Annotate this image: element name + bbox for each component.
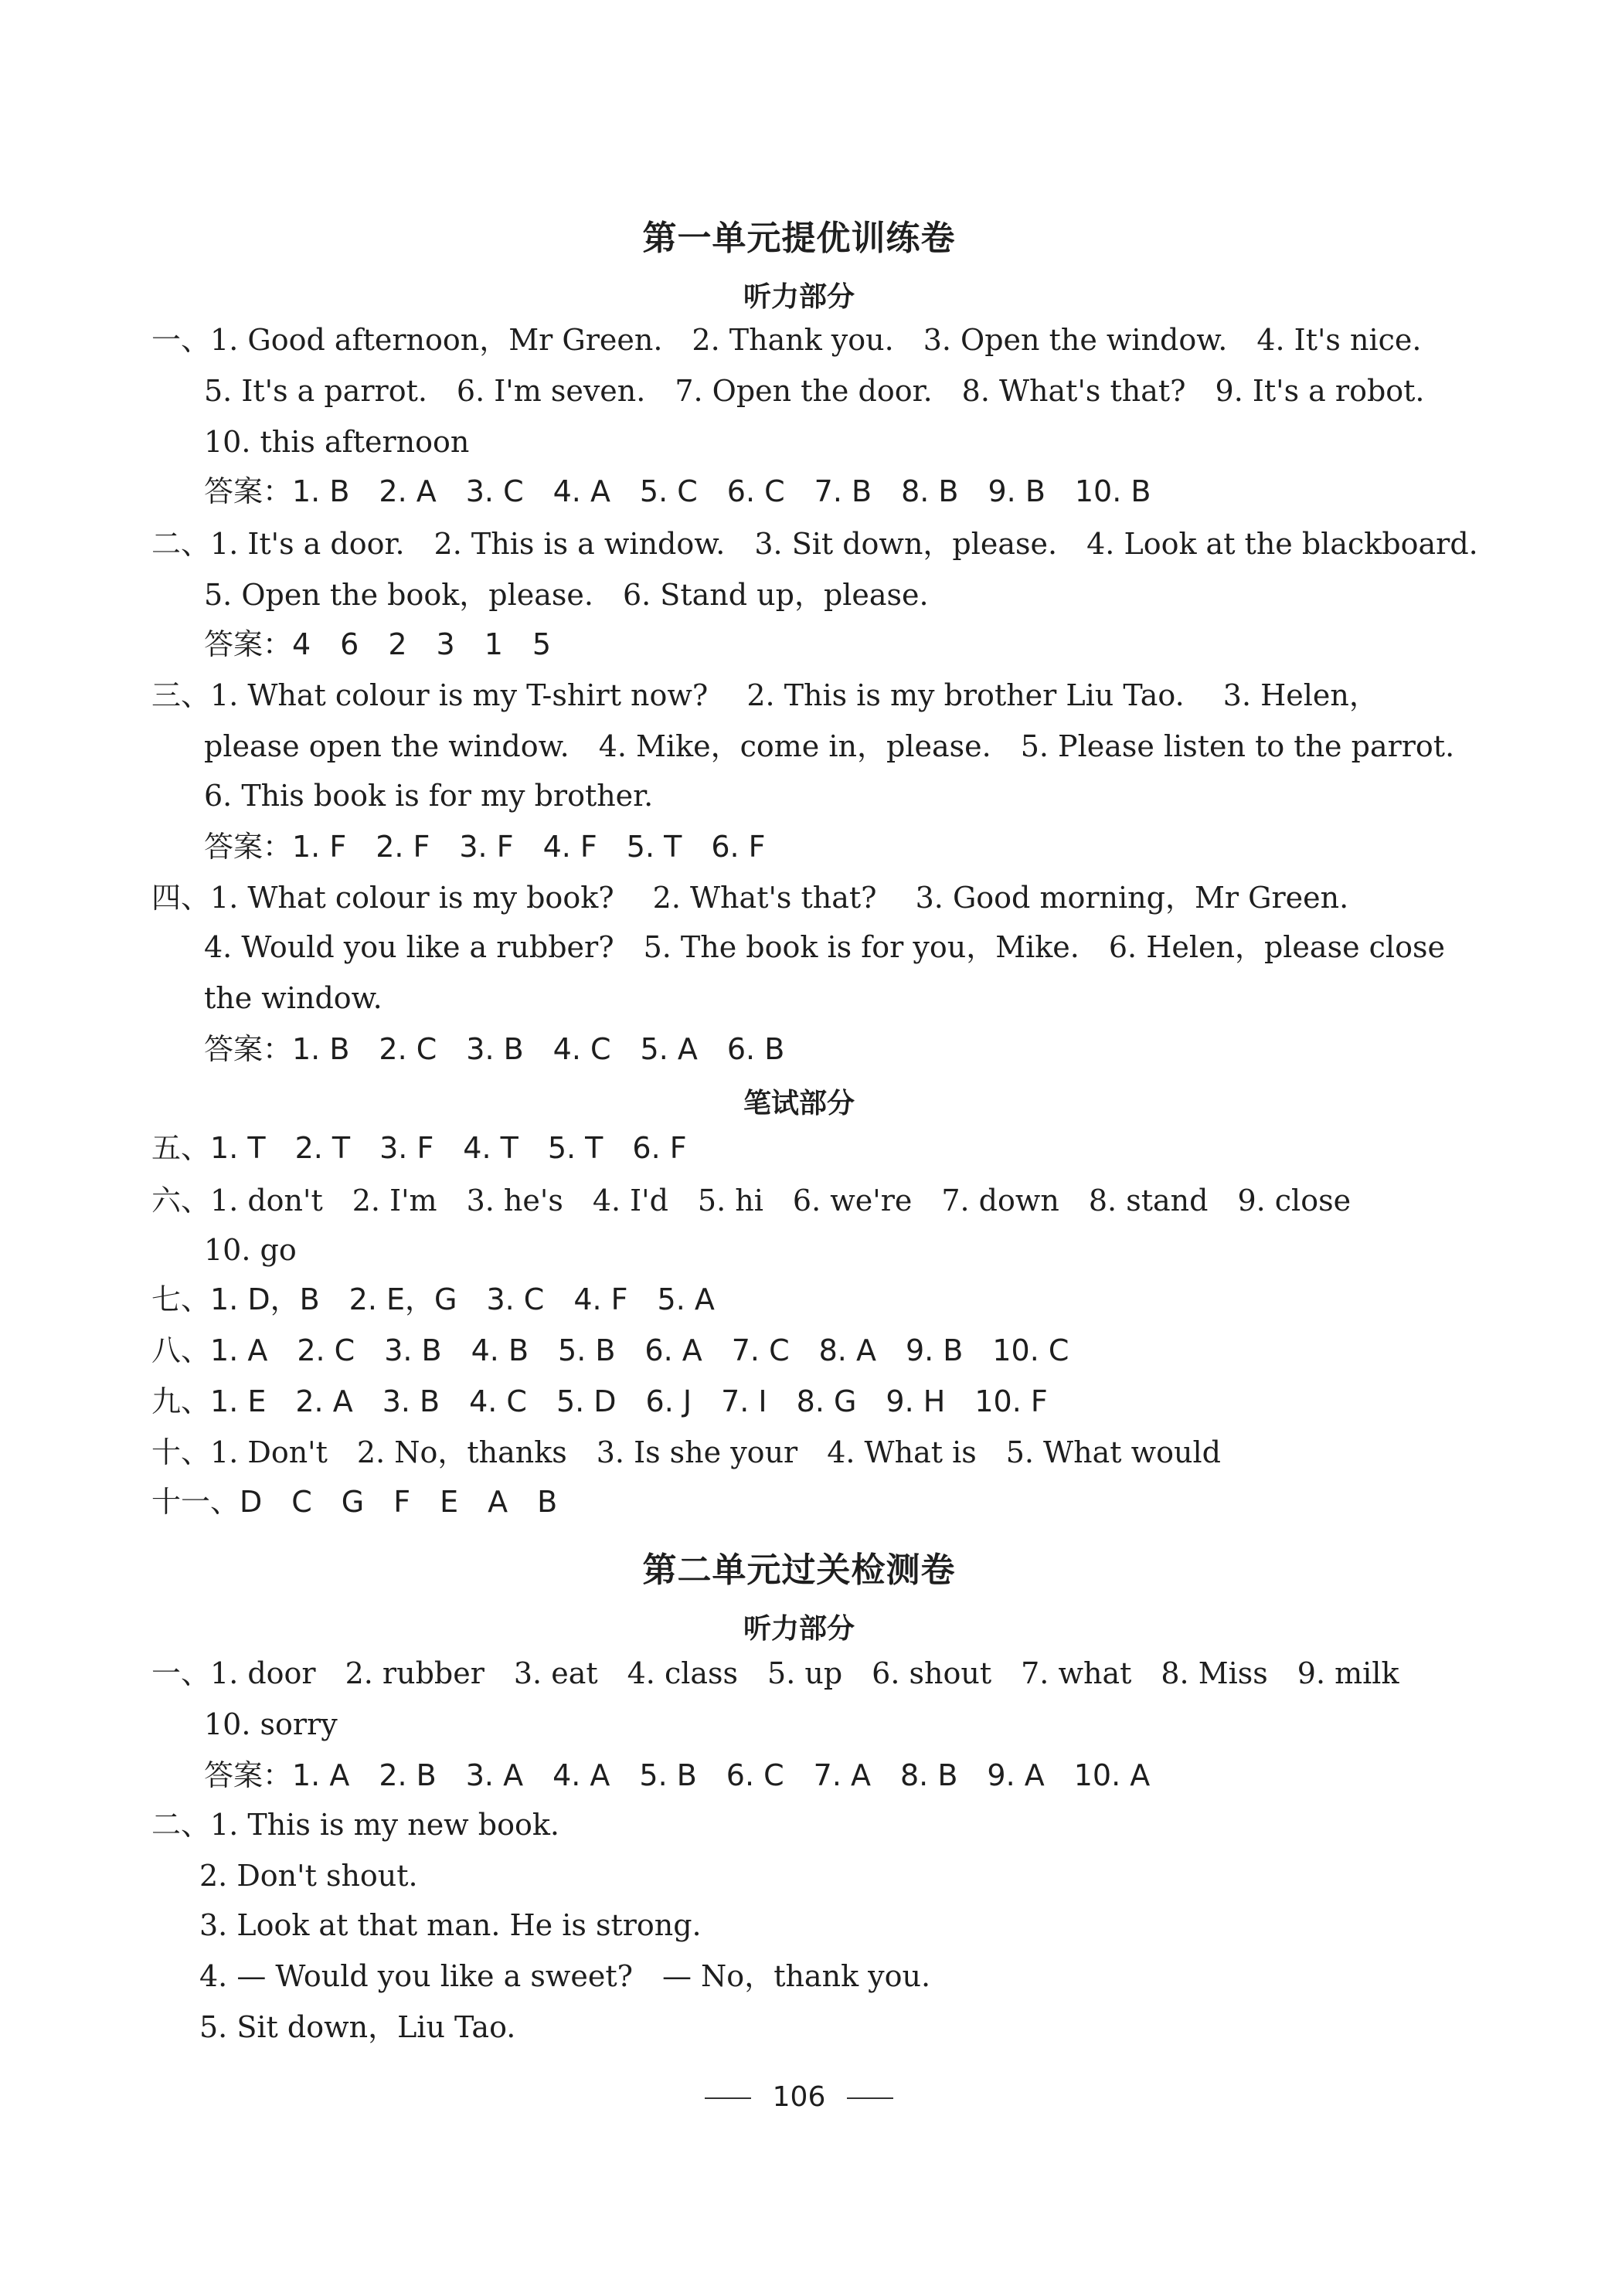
section-1-writing-heading: 笔试部分 (743, 1088, 855, 1119)
s1-q2-line1 (151, 525, 1478, 562)
s1-q2-line2 (204, 576, 929, 613)
s1-q1-label: 一、 (151, 323, 211, 357)
page-number (0, 2081, 1598, 2113)
page-number-dash-right (847, 2097, 893, 2099)
s1-q3-text1: 1. What colour is my T-shirt now? 2. This is my brother Liu Tao. 3. Helen， (210, 678, 1379, 712)
s2-q2-item1: 1. This is my new book. (210, 1808, 559, 1842)
s1-q10 (151, 1434, 1221, 1471)
s1-q1-item6: 6. I'm seven. (456, 374, 646, 408)
section-1-listening-heading: 听力部分 (743, 281, 855, 313)
s1-q4-line3: the window. (204, 981, 382, 1015)
s2-q1-text1: 1. door 2. rubber 3. eat 4. class 5. up 6. shout 7. what 8. Miss 9. milk (210, 1656, 1399, 1690)
s1-q4-answer: 答案：1. B 2. C 3. B 4. C 5. A 6. B (204, 1032, 785, 1066)
s1-q2-item1: 1. It's a door. (210, 527, 405, 561)
s2-q1-line2: 10. sorry (204, 1707, 338, 1741)
s1-q1-item5: 5. It's a parrot. (204, 374, 427, 408)
s1-q3-line1 (151, 677, 1379, 714)
s1-q1-item4: 4. It's nice. (1256, 323, 1422, 357)
s1-q5-label: 五、 (151, 1131, 211, 1165)
s1-q2-item6: 6. Stand up，please. (622, 578, 929, 612)
s1-q1-item7: 7. Open the door. (675, 374, 933, 408)
s2-q2-item3: 3. Look at that man. He is strong. (199, 1908, 702, 1942)
s2-q2-line1 (151, 1806, 559, 1843)
page-number-dash-left (705, 2097, 751, 2099)
s1-q9 (151, 1383, 1048, 1420)
s1-q2-item3: 3. Sit down，please. (754, 527, 1058, 561)
s1-q9-label: 九、 (151, 1384, 211, 1418)
s1-q8 (151, 1332, 1069, 1369)
s1-q2-item5: 5. Open the book，please. (204, 578, 593, 612)
s1-q11 (151, 1483, 557, 1520)
s1-q4-text1: 1. What colour is my book? 2. What's that? 3. Good morning，Mr Green. (210, 881, 1349, 915)
s1-q6-text: 1. don't 2. I'm 3. he's 4. I'd 5. hi 6. we're 7. down 8. stand 9. close (210, 1184, 1352, 1218)
s1-q5 (151, 1129, 687, 1167)
s1-q10-text: 1. Don't 2. No，thanks 3. Is she your 4. What is 5. What would (210, 1435, 1221, 1469)
s1-q1-answer: 答案：1. B 2. A 3. C 4. A 5. C 6. C 7. B 8. B 9. B 10. B (204, 474, 1151, 508)
s1-q1-item1: 1. Good afternoon，Mr Green. (210, 323, 663, 357)
s1-q1-item3: 3. Open the window. (923, 323, 1228, 357)
page-number-value: 106 (772, 2081, 826, 2113)
s2-q1-answer: 答案：1. A 2. B 3. A 4. A 5. B 6. C 7. A 8. B 9. A 10. A (204, 1758, 1151, 1792)
s1-q3-line2: please open the window. 4. Mike，come in，please. 5. Please listen to the parrot. (204, 729, 1455, 763)
section-1-title: 第一单元提优训练卷 (642, 219, 956, 258)
s1-q6 (151, 1182, 1351, 1219)
s1-q1-item8: 8. What's that? (961, 374, 1186, 408)
s1-q4-line2: 4. Would you like a rubber? 5. The book is for you，Mike. 6. Helen，please close (204, 930, 1445, 964)
s1-q7-text: 1. D，B 2. E，G 3. C 4. F 5. A (210, 1282, 715, 1316)
s1-q6-label: 六、 (151, 1184, 211, 1218)
s1-q7 (151, 1281, 715, 1318)
s1-q9-text: 1. E 2. A 3. B 4. C 5. D 6. J 7. I 8. G 9. H 10. F (210, 1384, 1048, 1418)
s2-q1-line1 (151, 1655, 1399, 1692)
s1-q4-line1 (151, 879, 1348, 916)
s1-q3-label: 三、 (151, 678, 211, 712)
s2-q2-item2: 2. Don't shout. (199, 1859, 418, 1893)
s2-q2-item5: 5. Sit down，Liu Tao. (199, 2010, 516, 2044)
s1-q5-text: 1. T 2. T 3. F 4. T 5. T 6. F (210, 1131, 687, 1165)
s1-q2-answer: 答案：4 6 2 3 1 5 (204, 627, 552, 661)
s1-q11-text: D C G F E A B (240, 1485, 558, 1519)
s1-q2-item2: 2. This is a window. (434, 527, 726, 561)
section-2-listening-heading: 听力部分 (743, 1613, 855, 1645)
s1-q1-item9: 9. It's a robot. (1215, 374, 1425, 408)
s1-q1-line1 (151, 321, 1421, 358)
s1-q10-label: 十、 (151, 1435, 211, 1469)
s1-q1-line2 (204, 372, 1425, 409)
s1-q3-line3: 6. This book is for my brother. (204, 779, 654, 813)
s1-q1-item10: 10. this afternoon (204, 425, 470, 459)
s1-q1-item2: 2. Thank you. (692, 323, 894, 357)
s1-q8-text: 1. A 2. C 3. B 4. B 5. B 6. A 7. C 8. A 9. B 10. C (210, 1333, 1069, 1367)
s2-q2-item4: 4. — Would you like a sweet? — No，thank you. (199, 1959, 931, 1993)
s1-q8-label: 八、 (151, 1333, 211, 1367)
section-2-title: 第二单元过关检测卷 (642, 1550, 956, 1590)
s1-q6-text2: 10. go (204, 1233, 297, 1267)
s1-q7-label: 七、 (151, 1282, 211, 1316)
s1-q2-label: 二、 (151, 527, 211, 561)
s1-q3-answer: 答案：1. F 2. F 3. F 4. F 5. T 6. F (204, 830, 766, 864)
s1-q4-label: 四、 (151, 881, 211, 915)
s2-q1-label: 一、 (151, 1656, 211, 1690)
s1-q2-item4: 4. Look at the blackboard. (1086, 527, 1478, 561)
s1-q11-label: 十一、 (151, 1485, 240, 1519)
s2-q2-label: 二、 (151, 1808, 211, 1842)
